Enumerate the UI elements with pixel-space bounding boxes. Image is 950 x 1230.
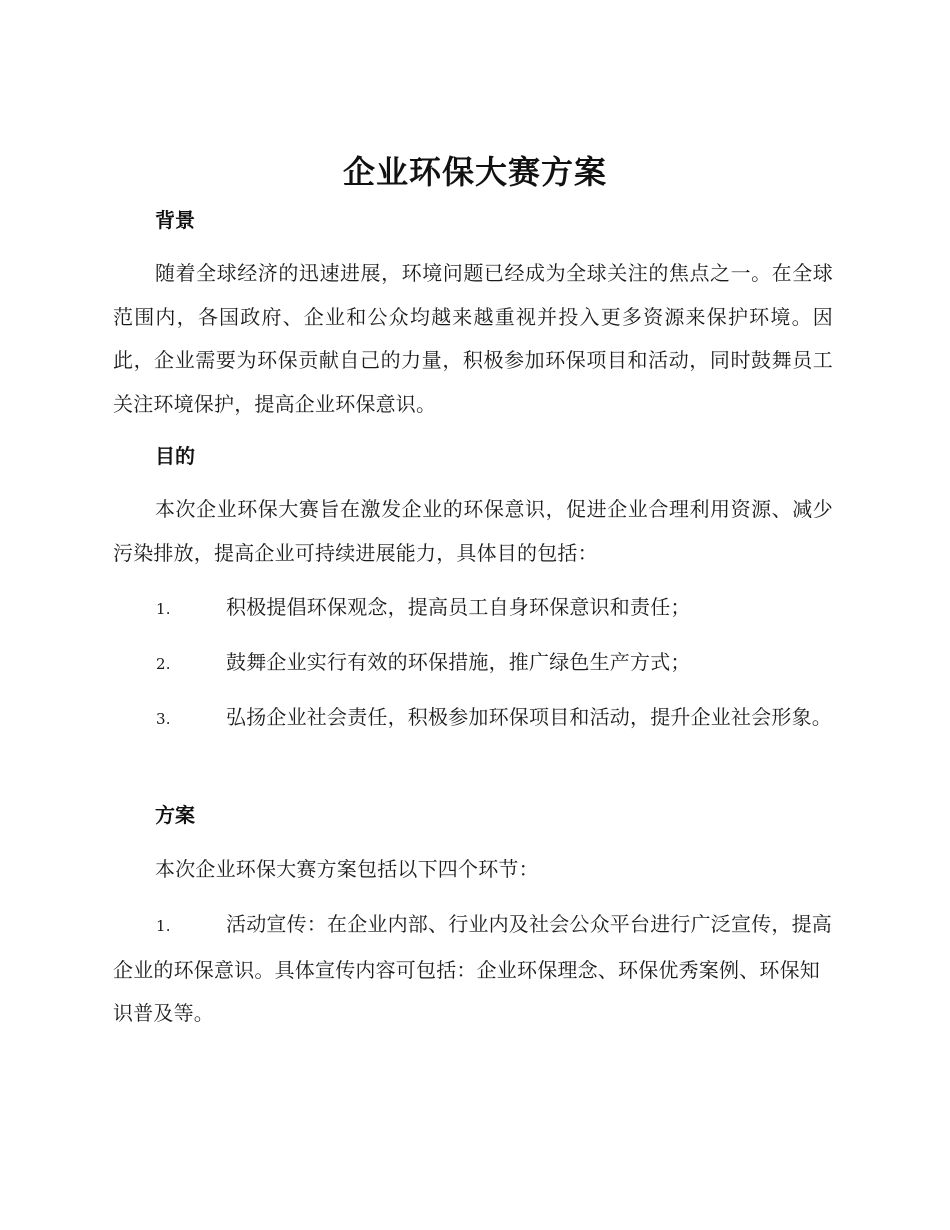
plan-paragraph: 本次企业环保大赛方案包括以下四个环节： (155, 857, 539, 881)
section-heading-background: 背景 (155, 208, 195, 232)
list-item (113, 903, 833, 1036)
list-item-text: 积极提倡环保观念，提高员工自身环保意识和责任； (226, 595, 691, 619)
list-item-number: 1. (156, 917, 171, 935)
section-heading-purpose: 目的 (155, 444, 195, 468)
list-item-text: 活动宣传：在企业内部、行业内及社会公众平台进行广泛宣传，提高企业的环保意识。具体宣传内容可包括：企业环保理念、环保优秀案例、环保知识普及等。 (113, 912, 832, 1025)
purpose-paragraph: 本次企业环保大赛旨在激发企业的环保意识，促进企业合理利用资源、减少污染排放，提高企业可持续进展能力，具体目的包括： (113, 497, 833, 565)
section-heading-plan: 方案 (155, 803, 195, 827)
list-item (113, 641, 833, 687)
document-title: 企业环保大赛方案 (342, 153, 607, 191)
list-item-text: 弘扬企业社会责任，积极参加环保项目和活动，提升企业社会形象。 (226, 705, 832, 729)
list-item-number: 2. (156, 655, 171, 673)
list-item-number: 1. (156, 600, 171, 618)
list-item-number: 3. (156, 710, 171, 728)
list-item (113, 586, 833, 632)
background-paragraph: 随着全球经济的迅速进展，环境问题已经成为全球关注的焦点之一。在全球范围内，各国政府、企业和公众均越来越重视并投入更多资源来保护环境。因此，企业需要为环保贡献自己的力量，积极参加环保项目和活动，同时鼓舞员工关注环境保护，提高企业环保意识。 (113, 261, 833, 416)
list-item-text: 鼓舞企业实行有效的环保措施，推广绿色生产方式； (226, 650, 691, 674)
list-item (113, 696, 833, 742)
